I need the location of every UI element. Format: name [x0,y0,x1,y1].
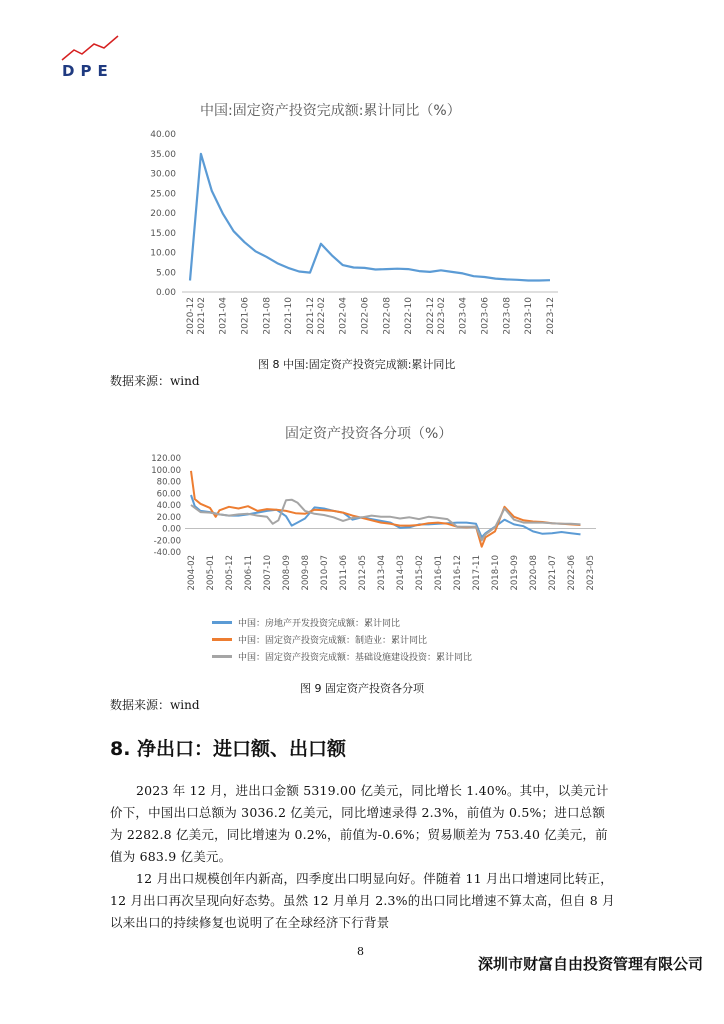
legend-swatch-blue [212,621,232,624]
legend-item-realestate [212,614,472,631]
series-line [190,154,550,281]
x-tick-label: 2016-01 [434,555,444,591]
x-tick-label: 2012-05 [358,555,368,591]
x-tick-label: 2009-08 [301,555,311,591]
chart2-plot [140,450,610,600]
x-tick-label: 2005-12 [225,555,235,591]
legend-label-infrastructure: 中国：固定资产投资完成额：基础设施建设投资：累计同比 [238,653,473,663]
y-tick-label: 80.00 [156,477,181,488]
x-tick-label: 2021-02 [196,297,207,335]
y-tick-label: 5.00 [155,268,176,279]
x-tick-label: 2010-07 [320,555,330,591]
x-tick-label: 2021-06 [240,297,251,335]
x-tick-label: 2022-08 [382,297,393,335]
legend-swatch-gray [212,655,232,658]
x-tick-label: 2013-04 [377,555,387,591]
x-tick-label: 2023-12 [546,297,556,335]
x-tick-label: 2021-07 [548,555,558,591]
series-line-1 [191,471,581,547]
x-tick-label: 2023-05 [586,555,596,591]
y-tick-label: 0.00 [162,524,181,535]
y-tick-label: 60.00 [156,489,181,500]
x-tick-label: 2022-06 [567,555,577,591]
y-tick-label: 20.00 [150,209,176,219]
y-tick-label: 25.00 [150,189,176,200]
y-tick-label: 35.00 [150,149,176,160]
x-tick-label: 2022-06 [360,297,371,335]
y-tick-label: 40.00 [150,130,176,140]
x-tick-label: 2016-12 [453,555,463,591]
paragraph-2: 12 月出口规模创年内新高，四季度出口明显向好。伴随着 11 月出口增速同比转正，12 月出口再次呈现向好态势。虽然 12 月单月 2.3%的出口同比增速不算太高，但自 8 月以来出口的持续修复也说明了在全球经济下行背景 [110,871,615,930]
legend-item-infrastructure [212,648,472,665]
x-tick-label: 2004-02 [187,555,197,591]
chart1-caption: 图 8 中国:固定资产投资完成额:累计同比 [258,358,456,371]
legend-item-manufacturing [212,631,472,648]
chart1-plot [140,122,560,337]
chart1-source: 数据来源：wind [110,374,200,388]
x-tick-label: 2020-08 [529,555,539,591]
legend-label-realestate: 中国：房地产开发投资完成额：累计同比 [238,619,401,629]
chart2-caption: 图 9 固定资产投资各分项 [300,682,424,695]
chart1-title: 中国:固定资产投资完成额:累计同比（%） [200,103,461,119]
x-tick-label: 2021-10 [284,297,295,335]
legend-label-manufacturing: 中国：固定资产投资完成额：制造业：累计同比 [238,636,428,646]
y-tick-label: 20.00 [156,512,181,523]
paragraph-1: 2023 年 12 月，进出口金额 5319.00 亿美元，同比增长 1.40%。其中，以美元计价下，中国出口总额为 3036.2 亿美元，同比增速录得 2.3%，前值为 0.5%；进口总额为 2282.8 亿美元，同比增速为 0.2%，前值为-0.6%；贸易顺差为 753.40 亿美元，前值为 683.9 亿美元。 [110,783,609,864]
y-tick-label: 30.00 [150,169,176,180]
y-tick-label: 15.00 [150,228,176,239]
x-tick-label: 2015-02 [415,555,425,591]
chart2-title: 固定资产投资各分项（%） [285,426,453,442]
x-tick-label: 2021-04 [218,297,229,335]
x-tick-label: 2022-02 [316,297,327,335]
x-tick-label: 2006-11 [244,555,254,591]
page-number: 8 [357,945,364,958]
y-tick-label: -20.00 [153,536,181,547]
x-tick-label: 2021-08 [262,297,273,335]
chart2-legend [212,614,472,665]
x-tick-label: 2020-12 [186,297,196,335]
section-heading: 8. 净出口：进口额、出口额 [110,738,347,760]
company-name: 深圳市财富自由投资管理有限公司 [478,955,704,973]
x-tick-label: 2023-06 [480,297,491,335]
legend-swatch-orange [212,638,232,641]
x-tick-label: 2017-11 [472,555,482,591]
x-tick-label: 2005-01 [206,555,216,591]
x-tick-label: 2023-10 [524,297,535,335]
y-tick-label: 40.00 [156,501,181,511]
x-tick-label: 2011-06 [339,555,349,591]
x-tick-label: 2022-12 [426,297,436,335]
y-tick-label: 100.00 [151,465,181,476]
x-tick-label: 2018-10 [491,555,501,591]
x-tick-label: 2023-02 [436,297,447,335]
x-tick-label: 2022-04 [338,297,349,335]
y-tick-label: 120.00 [151,454,181,464]
y-tick-label: -40.00 [153,548,181,558]
y-tick-label: 0.00 [155,288,176,298]
x-tick-label: 2021-12 [306,297,316,335]
x-tick-label: 2008-09 [282,555,292,591]
x-tick-label: 2007-10 [263,555,273,591]
chart2-source: 数据来源：wind [110,698,200,712]
x-tick-label: 2022-10 [404,297,415,335]
dpe-logo-text: DPE [62,62,114,80]
x-tick-label: 2019-09 [510,555,520,591]
x-tick-label: 2023-08 [502,297,513,335]
y-tick-label: 10.00 [150,248,176,259]
x-tick-label: 2023-04 [458,297,469,335]
x-tick-label: 2014-03 [396,555,406,591]
